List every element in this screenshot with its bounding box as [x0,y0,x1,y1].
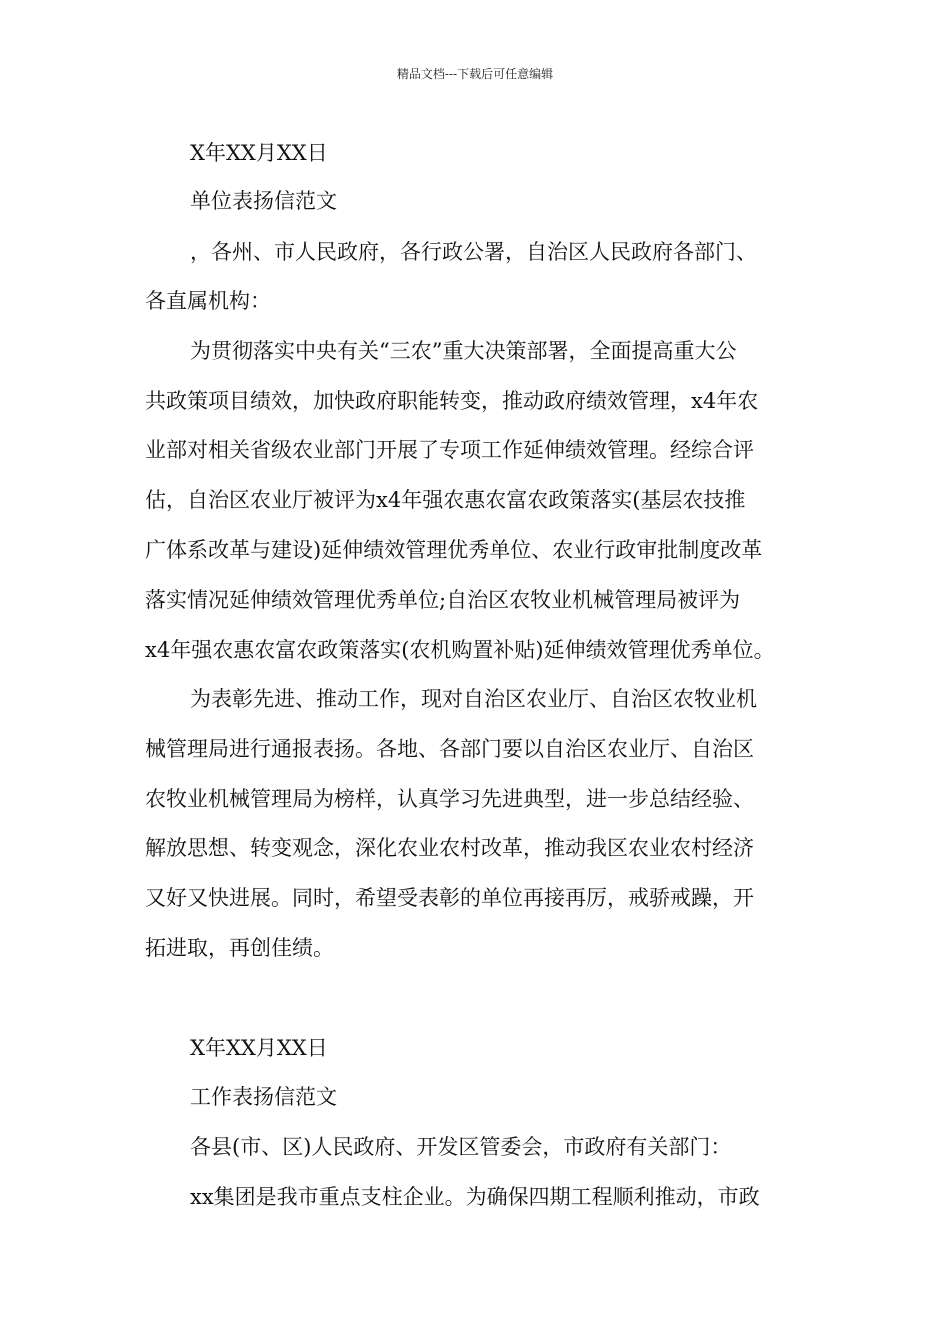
body-line: 广体系改革与建设)延伸绩效管理优秀单位、农业行政审批制度改革 [145,538,763,562]
body-line: 估，自治区农业厅被评为x4年强农惠农富农政策落实(基层农技推 [145,488,746,512]
body-line: 械管理局进行通报表扬。各地、各部门要以自治区农业厅、自治区 [145,737,754,761]
body-line: 为表彰先进、推动工作，现对自治区农业厅、自治区农牧业机 [190,687,757,711]
body-line: x4年强农惠农富农政策落实(农机购置补贴)延伸绩效管理优秀单位。 [145,638,775,662]
date-line: X年XX月XX日 [190,141,328,165]
body-line: xx集团是我市重点支柱企业。为确保四期工程顺利推动，市政 [190,1185,760,1209]
salutation-line: 各县(市、区)人民政府、开发区管委会，市政府有关部门： [190,1135,732,1159]
section-title: 单位表扬信范文 [190,189,337,213]
section-title: 工作表扬信范文 [190,1085,337,1109]
salutation-line: ，各州、市人民政府，各行政公署，自治区人民政府各部门、 [190,240,757,264]
body-line: 落实情况延伸绩效管理优秀单位;自治区农牧业机械管理局被评为 [145,588,741,612]
body-line: 解放思想、转变观念，深化农业农村改革，推动我区农业农村经济 [145,836,754,860]
date-line: X年XX月XX日 [190,1036,328,1060]
body-line: 农牧业机械管理局为榜样，认真学习先进典型，进一步总结经验、 [145,787,754,811]
page-header: 精品文档---下载后可任意编辑 [396,67,554,81]
body-line: 又好又快进展。同时，希望受表彰的单位再接再厉，戒骄戒躁，开 [145,886,754,910]
salutation-line: 各直属机构： [145,289,271,313]
body-line: 业部对相关省级农业部门开展了专项工作延伸绩效管理。经综合评 [145,438,754,462]
body-line: 拓进取，再创佳绩。 [145,936,334,960]
body-line: 共政策项目绩效，加快政府职能转变，推动政府绩效管理，x4年农 [145,389,759,413]
body-line: 为贯彻落实中央有关“三农”重大决策部署，全面提高重大公 [190,339,737,363]
